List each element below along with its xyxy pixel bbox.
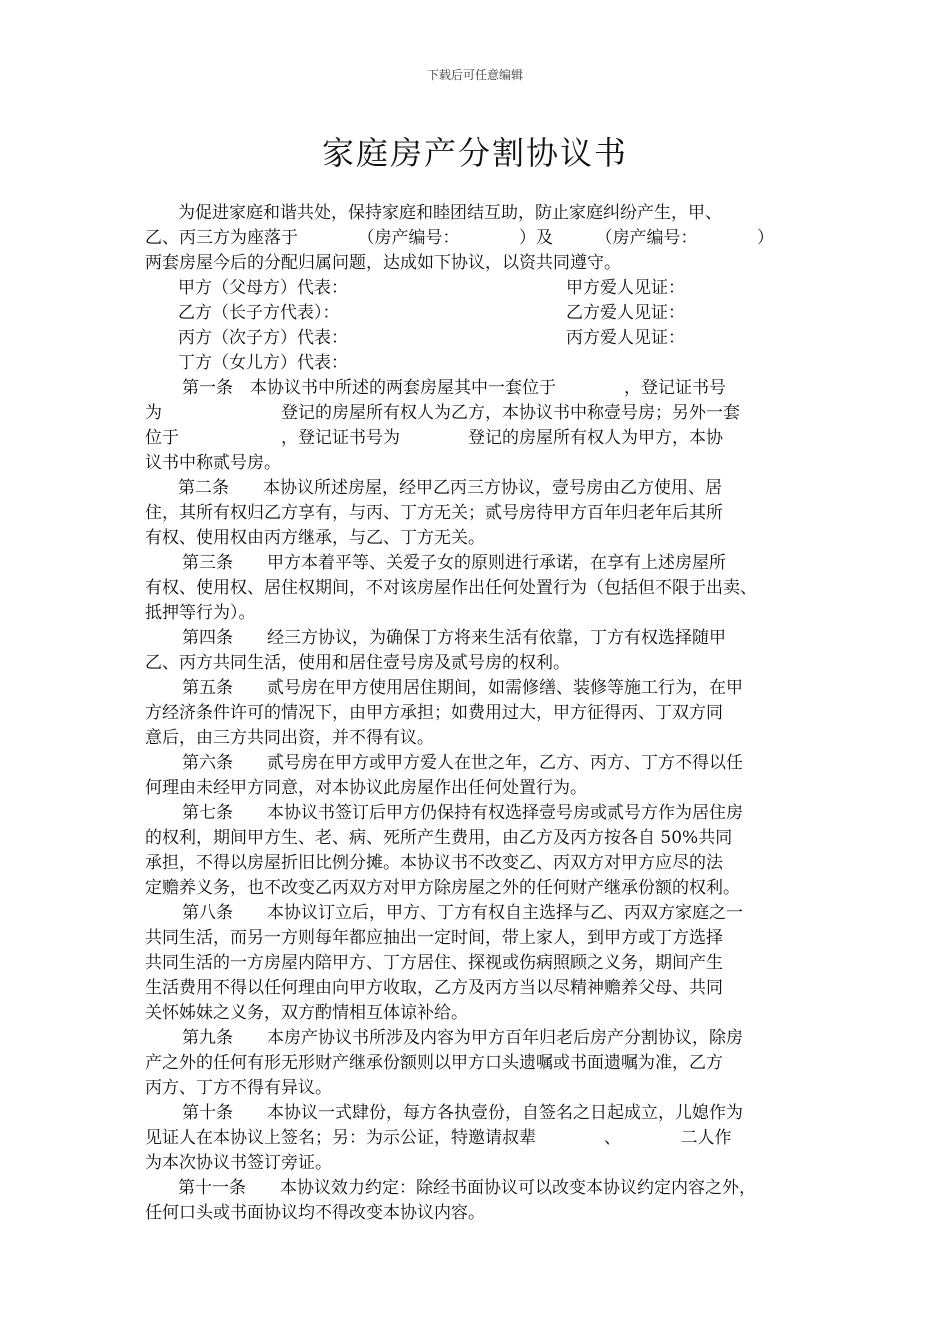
party-b-label: 乙方（长子方代表）：: [178, 303, 340, 323]
article-line: 第六条 贰号房在甲方或甲方爱人在世之年，乙方、丙方、丁方不得以任: [182, 753, 743, 773]
preamble-line: 两套房屋今后的分配归属问题，达成如下协议，以资共同遵守。: [145, 253, 621, 273]
article-line: 产之外的任何有形无形财产继承份额则以甲方口头遗嘱或书面遗嘱为准，乙方: [145, 1053, 723, 1073]
article-line: 何理由未经甲方同意，对本协议此房屋作出任何处置行为。: [145, 778, 587, 798]
article-line: 议书中称贰号房。: [145, 453, 281, 473]
article-line: 第二条 本协议所述房屋，经甲乙丙三方协议，壹号房由乙方使用、居: [178, 478, 722, 498]
article-line: 位于 ，登记证书号为 登记的房屋所有权人为甲方，本协: [145, 428, 723, 448]
document-title: 家庭房产分割协议书: [321, 134, 628, 172]
article-line: 第九条 本房产协议书所涉及内容为甲方百年归老后房产分割协议，除房: [182, 1028, 743, 1048]
article-line: 有权、使用权由丙方继承，与乙、丁方无关。: [145, 528, 485, 548]
article-line: 共同生活的一方房屋内陪甲方、丁方居住、探视或伤病照顾之义务，期间产生: [145, 953, 723, 973]
header-note: 下载后可任意编辑: [426, 68, 523, 82]
party-c-witness-label: 丙方爱人见证：: [566, 328, 685, 348]
article-line: 关怀姊妹之义务，双方酌情相互体谅补给。: [145, 1003, 468, 1023]
article-line: 第四条 经三方协议，为确保丁方将来生活有依靠，丁方有权选择随甲: [182, 628, 726, 648]
preamble-line: 为促进家庭和谐共处，保持家庭和睦团结互助，防止家庭纠纷产生，甲、: [178, 203, 722, 223]
article-line: 第一条 本协议书中所述的两套房屋其中一套位于 ，登记证书号: [182, 378, 726, 398]
party-b-witness-label: 乙方爱人见证：: [566, 303, 685, 323]
article-line: 第五条 贰号房在甲方使用居住期间，如需修缮、装修等施工行为，在甲: [182, 678, 743, 698]
article-line: 第十一条 本协议效力约定：除经书面协议可以改变本协议约定内容之外，: [178, 1178, 756, 1198]
article-line: 乙、丙方共同生活，使用和居住壹号房及贰号房的权利。: [145, 653, 570, 673]
party-a-witness-label: 甲方爱人见证：: [566, 278, 685, 298]
article-line: 共同生活，而另一方则每年都应抽出一定时间，带上家人，到甲方或丁方选择: [145, 928, 723, 948]
article-line: 定赡养义务，也不改变乙丙双方对甲方除房屋之外的任何财产继承份额的权利。: [145, 878, 740, 898]
article-line: 第十条 本协议一式肆份，每方各执壹份，自签名之日起成立，儿媳作为: [182, 1103, 743, 1123]
article-line: 有权、使用权、居住权期间，不对该房屋作出任何处置行为（包括但不限于出卖、: [145, 578, 757, 598]
article-line: 的权利，期间甲方生、老、病、死所产生费用，由乙方及丙方按各自 50%共同: [145, 828, 733, 848]
party-d-label: 丁方（女儿方）代表：: [178, 353, 348, 373]
article-line: 住，其所有权归乙方享有，与丙、丁方无关；贰号房待甲方百年归老年后其所: [145, 503, 723, 523]
party-c-label: 丙方（次子方）代表：: [178, 328, 348, 348]
article-line: 见证人在本协议上签名；另：为示公证，特邀请叔辈 、 二人作: [145, 1128, 732, 1148]
article-line: 第七条 本协议书签订后甲方仍保持有权选择壹号房或贰号方作为居住房: [182, 803, 743, 823]
article-line: 意后，由三方共同出资，并不得有议。: [145, 728, 434, 748]
article-line: 第三条 甲方本着平等、关爱子女的原则进行承诺，在享有上述房屋所: [182, 553, 726, 573]
article-line: 方经济条件许可的情况下，由甲方承担；如费用过大，甲方征得丙、丁双方同: [145, 703, 723, 723]
article-line: 为 登记的房屋所有权人为乙方，本协议书中称壹号房；另外一套: [145, 403, 740, 423]
article-line: 抵押等行为）。: [145, 603, 256, 623]
article-line: 为本次协议书签订旁证。: [145, 1153, 332, 1173]
party-a-label: 甲方（父母方）代表：: [178, 278, 348, 298]
preamble-line: 乙、丙三方为座落于 （房产编号： ）及 （房产编号： ）: [145, 228, 774, 248]
article-line: 承担，不得以房屋折旧比例分摊。本协议书不改变乙、丙双方对甲方应尽的法: [145, 853, 723, 873]
article-line: 第八条 本协议订立后，甲方、丁方有权自主选择与乙、丙双方家庭之一: [182, 903, 743, 923]
article-line: 生活费用不得以任何理由向甲方收取，乙方及丙方当以尽精神赡养父母、共同: [145, 978, 723, 998]
article-line: 任何口头或书面协议均不得改变本协议内容。: [145, 1203, 485, 1223]
article-line: 丙方、丁方不得有异议。: [145, 1078, 332, 1098]
